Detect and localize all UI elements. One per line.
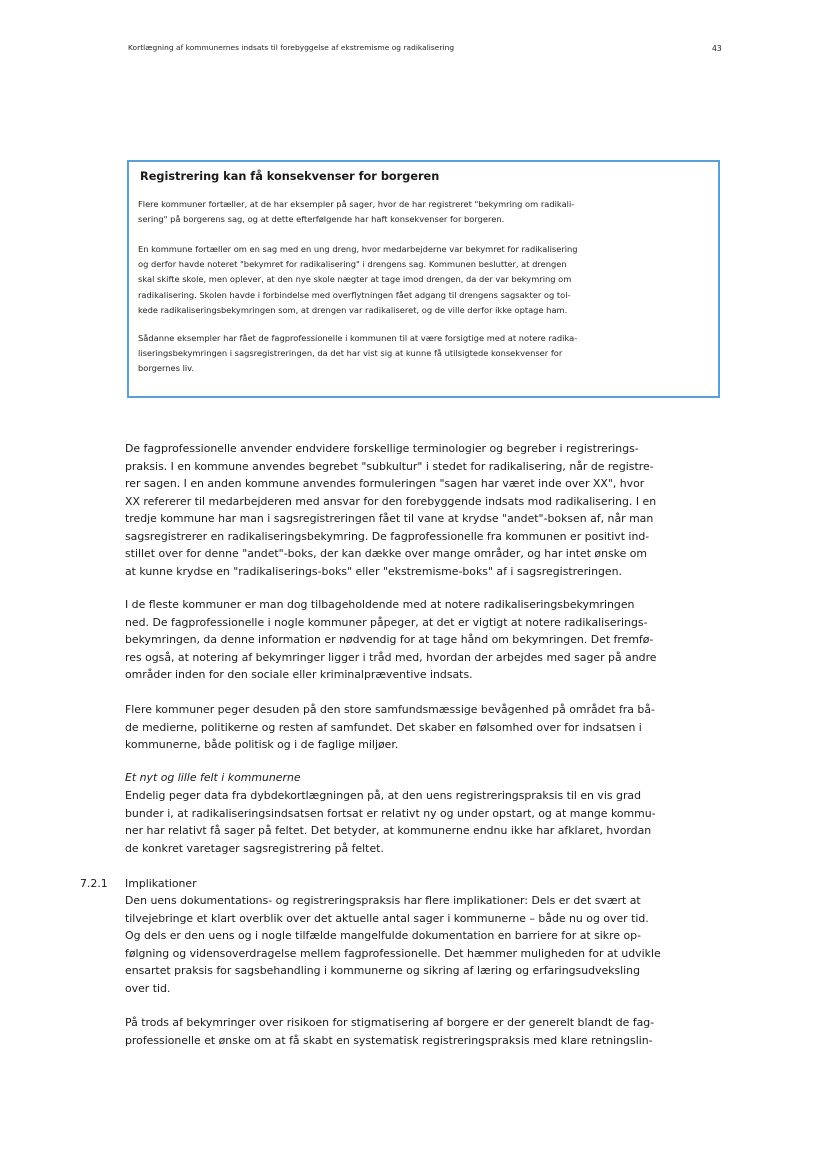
body-paragraph: På trods af bekymringer over risikoen for stigmatisering af borgere er der generelt blandt de fag- professionelle et ønske om at få skabt en systematisk registreringspraksis med klare retningslin- (125, 1016, 655, 1047)
body-paragraph: De fagprofessionelle anvender endvidere forskellige terminologier og begreber i registrerings- praksis. I en kommune anvendes begrebet "subkultur" i stedet for radikalisering, når de registre- rer sagen. I en anden kommune anvendes formuleringen "sagen har været inde over XX", hvor XX refererer til medarbejderen med ansvar for den forebyggende indsats mod radikalisering. I en tredje kommune har man i sagsregistreringen fået til vane at krydse "andet"-boksen af, når man sagsregistrerer en radikaliseringsbekymring. De fagprofessionelle fra kommunen er positivt ind- stillet over for denne "andet"-boks, der kan dække over mange områder, og har intet ønske om at kunne krydse en "radikaliserings-boks" eller "ekstremisme-boks" af i sagsregistreringen. (125, 442, 657, 578)
running-header: Kortlægning af kommunernes indsats til forebyggelse af ekstremisme og radikalisering (128, 43, 455, 52)
subheading: Et nyt og lille felt i kommunerne (125, 771, 301, 784)
fact-box-paragraph: En kommune fortæller om en sag med en ung dreng, hvor medarbejderne var bekymret for radikalisering og derfor havde noteret "bekymret for radikalisering" i drengens sag. Kommunen beslutter, at drengen skal skifte skole, men oplever, at den nye skole nægter at tage imod drengen, da der var bekymring om radikalisering. Skolen havde i forbindelse med overflytningen fået adgang til drengens sagsakter og tol- kede radikaliseringsbekymringen som, at drengen var radikaliseret, og de ville derfor ikke optage ham. (138, 244, 578, 315)
section-number: 7.2.1 (80, 877, 108, 890)
body-paragraph: Endelig peger data fra dybdekortlægningen på, at den uens registreringspraksis til en vis grad bunder i, at radikaliseringsindsatsen fortsat er relativt ny og under opstart, og at mange kommu- ner har relativt få sager på feltet. Det betyder, at kommunerne endnu ikke har afklaret, hvordan de konkret varetager sagsregistrering på feltet. (125, 789, 656, 855)
fact-box-title: Registrering kan få konsekvenser for borgeren (140, 170, 440, 183)
fact-box-paragraph: Flere kommuner fortæller, at de har eksempler på sager, hvor de har registreret "bekymring om radikali- sering" på borgerens sag, og at dette efterfølgende har haft konsekvenser for borgeren. (138, 199, 575, 225)
fact-box (127, 160, 720, 398)
body-paragraph: I de fleste kommuner er man dog tilbageholdende med at notere radikaliseringsbekymringen ned. De fagprofessionelle i nogle kommuner påpeger, at det er vigtigt at notere radikaliserings- bekymringen, da denne information er nødvendig for at tage hånd om bekymringen. Det fremfø- res også, at notering af bekymringer ligger i tråd med, hvordan der arbejdes med sager på andre områder inden for den sociale eller kriminalpræventive indsats. (125, 598, 657, 681)
body-paragraph: Flere kommuner peger desuden på den store samfundsmæssige bevågenhed på området fra bå- de medierne, politikerne og resten af samfundet. Det skaber en følsomhed over for indsatsen i kommunerne, både politisk og i de faglige miljøer. (125, 703, 655, 751)
fact-box-paragraph: Sådanne eksempler har fået de fagprofessionelle i kommunen til at være forsigtige med at notere radika- liseringsbekymringen i sagsregistreringen, da det har vist sig at kunne få utilsigtede konsekvenser for borgernes liv. (138, 333, 578, 374)
page-number: 43 (712, 44, 722, 53)
section-title: Implikationer (125, 877, 197, 890)
body-paragraph: Den uens dokumentations- og registreringspraksis har flere implikationer: Dels er det svært at tilvejebringe et klart overblik over det aktuelle antal sager i kommunerne – både nu og over tid. Og dels er den uens og i nogle tilfælde mangelfulde dokumentation en barriere for at sikre op- følgning og vidensoverdragelse mellem fagprofessionelle. Det hæmmer muligheden for at udvikle ensartet praksis for sagsbehandling i kommunerne og sikring af læring og erfaringsudveksling over tid. (125, 894, 661, 995)
